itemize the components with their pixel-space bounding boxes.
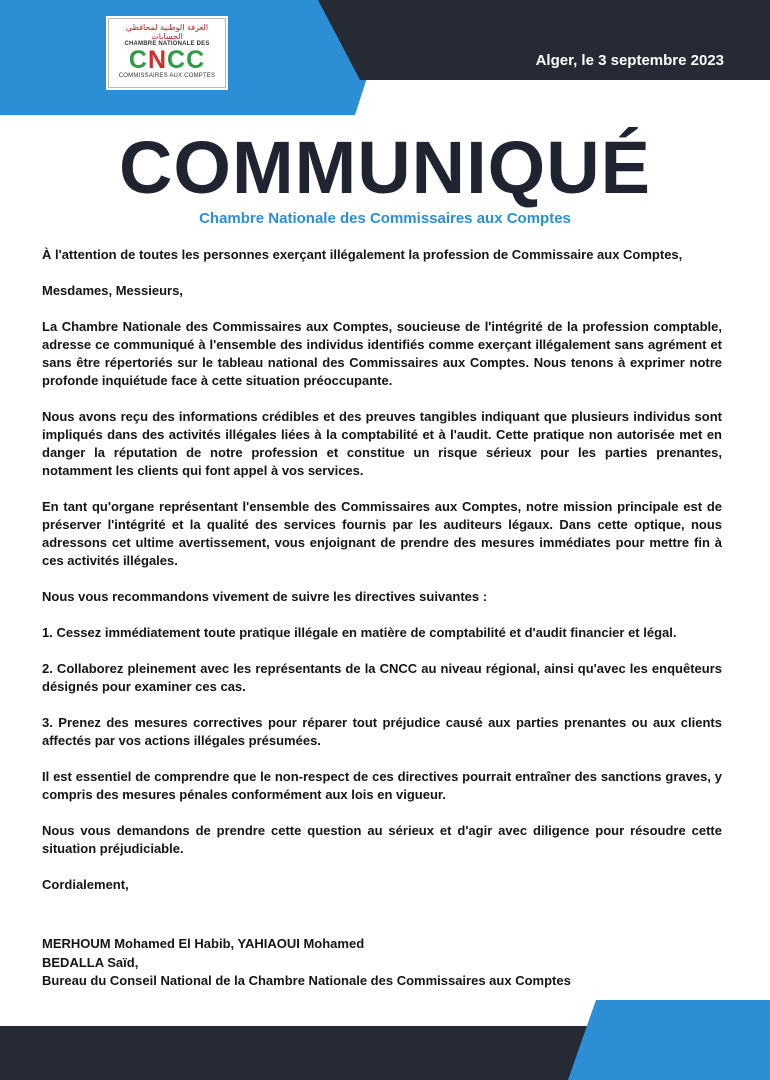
paragraph: En tant qu'organe représentant l'ensemble des Commissaires aux Comptes, notre mission principale est de préserver l'intégrité et la qualité des services fournis par les auditeurs légaux. Dans cette optique, nous adressons cet ultime avertissement, vous enjoignant de prendre des mesures immédiates pour mettre fin à ces activités illégales. xyxy=(42,499,722,568)
paragraph: Nous vous recommandons vivement de suivre les directives suivantes : xyxy=(42,589,488,604)
paragraph: À l'attention de toutes les personnes exerçant illégalement la profession de Commissaire aux Comptes, xyxy=(42,247,683,262)
logo-arabic-text: الغرفة الوطنية لمحافظي الحسابات xyxy=(125,23,209,41)
paragraph: 2. Collaborez pleinement avec les représentants de la CNCC au niveau régional, ainsi qu'avec les enquêteurs désignés pour examiner ces cas. xyxy=(42,661,722,694)
page-title: COMMUNIQUÉ xyxy=(118,126,652,209)
footer-banner xyxy=(0,1000,770,1080)
paragraph: Mesdames, Messieurs, xyxy=(42,283,183,298)
paragraph: Il est essentiel de comprendre que le non-respect de ces directives pourrait entraîner des sanctions graves, y compris des mesures pénales conformément aux lois en vigueur. xyxy=(42,769,722,802)
logo-bottom-text: COMMISSAIRES AUX COMPTES xyxy=(118,73,216,79)
footer-blue-shape xyxy=(568,1000,770,1080)
paragraph: 3. Prenez des mesures correctives pour réparer tout préjudice causé aux parties prenantes ou aux clients affectés par vos actions illégales présumées. xyxy=(42,715,722,748)
signature-names: MERHOUM Mohamed El Habib, YAHIAOUI Mohamed xyxy=(42,936,365,951)
logo-mark: CNCC xyxy=(128,46,206,74)
paragraph: Nous avons reçu des informations crédibles et des preuves tangibles indiquant que plusieurs individus sont impliqués dans des activités illégales liées à la comptabilité et à l'audit. Cette pratique non autorisée met en danger la réputation de notre profession et constitue un risque sérieux pour les parties prenantes, notamment les clients qui font appel à vos services. xyxy=(42,409,722,478)
paragraph: La Chambre Nationale des Commissaires aux Comptes, soucieuse de l'intégrité de la profession comptable, adresse ce communiqué à l'ensemble des individus identifiés comme exerçant illégalement sans agrément et sans être répertoriés sur le tableau national des Commissaires aux Comptes. Nous tenons à exprimer notre profonde inquiétude face à cette situation préoccupante. xyxy=(42,319,722,388)
paragraph: Nous vous demandons de prendre cette question au sérieux et d'agir avec diligence pour résoudre cette situation préjudiciable. xyxy=(42,823,722,856)
page-subtitle: Chambre Nationale des Commissaires aux Comptes xyxy=(199,210,571,227)
closing: Cordialement, xyxy=(42,877,129,892)
signature-block xyxy=(42,935,571,991)
signature-office: Bureau du Conseil National de la Chambre Nationale des Commissaires aux Comptes xyxy=(42,973,571,988)
paragraph: 1. Cessez immédiatement toute pratique illégale en matière de comptabilité et d'audit financier et légal. xyxy=(42,625,677,640)
header-date: Alger, le 3 septembre 2023 xyxy=(535,52,724,69)
signature-name: BEDALLA Saïd, xyxy=(42,954,139,970)
logo-top-text: CHAMBRE NATIONALE DES xyxy=(124,41,210,47)
document-body xyxy=(42,246,722,894)
cncc-logo xyxy=(108,18,226,88)
